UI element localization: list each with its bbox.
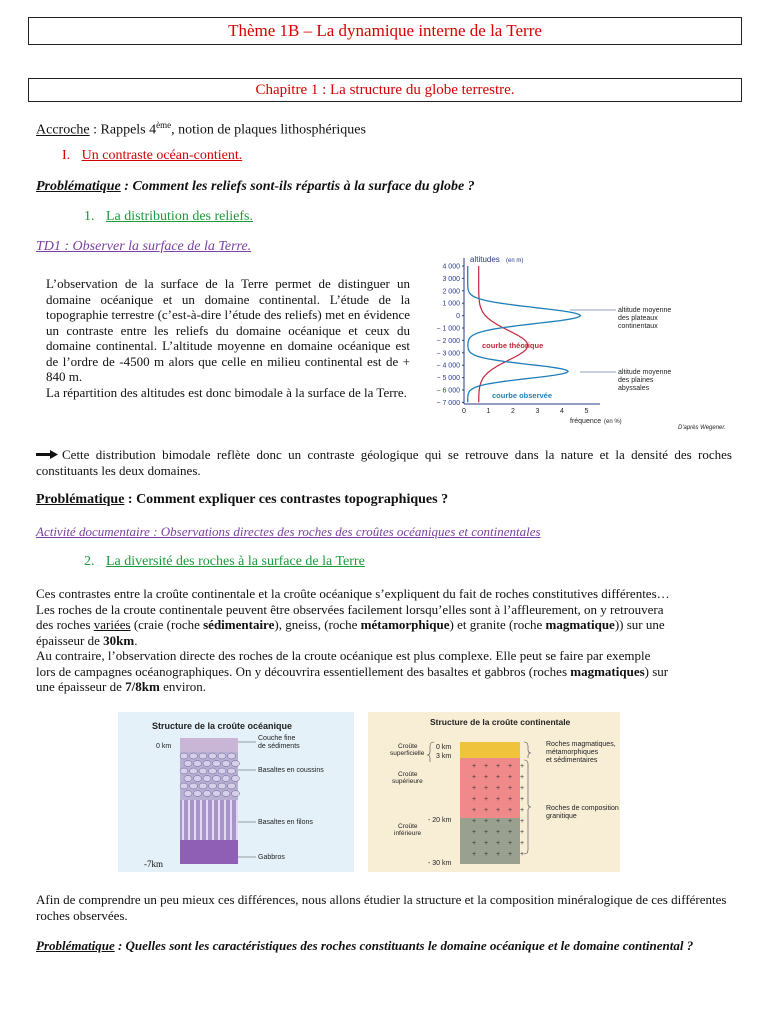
cross-mark: +: [508, 818, 513, 825]
cross-mark: +: [520, 796, 525, 803]
conclusion-text: Cette distribution bimodale reflète donc un contraste géologique qui se retrouve dans la nature et la densité des roches constituants les deux domaines.: [36, 447, 732, 478]
cont-rock-1: Roches magmatiques,: [546, 741, 616, 748]
cont-fig-title: Structure de la croûte continentale: [430, 717, 571, 727]
cross-mark: +: [496, 851, 501, 858]
para3-line3: [36, 617, 736, 633]
subsection-1-heading: [84, 209, 253, 225]
pillow: [213, 761, 221, 767]
section-title: Un contraste océan-contient.: [81, 148, 243, 163]
paragraph-1-text: L’observation de la surface de la Terre permet de distinguer un domaine océanique et un domaine continental. L’étude de la topographie terrestre (c’est-à-dire l’étude des reliefs) met en évidence un contraste entre les reliefs du domaine océanique et ceux du domaine continental. L’altitude moyenne en domaine océanique est de l’ordre de -4500 m alors que celle en milieu continental est de + 840 m.: [46, 276, 410, 384]
y-tick-label: − 2 000: [436, 337, 460, 345]
ocean-dyke-label: Basaltes en filons: [258, 819, 313, 826]
t: ), gneiss, (roche: [274, 617, 361, 632]
pillow: [218, 768, 226, 774]
oceanic-crust-figure: [118, 712, 354, 872]
pillow: [203, 776, 211, 782]
subsection-number: 1.: [84, 209, 95, 224]
subsection-title: La distribution des reliefs.: [106, 209, 253, 224]
theoretical-curve-label: courbe théorique: [482, 341, 544, 350]
arrow-right-icon: [36, 447, 58, 456]
bimodal-conclusion: [36, 447, 732, 478]
problem-text: : Quelles sont les caractéristiques des roches constituants le domaine océanique et le domaine continental ?: [114, 938, 694, 953]
cross-mark: +: [496, 785, 501, 792]
t: des roches: [36, 617, 94, 632]
y-axis-label: altitudes: [470, 255, 500, 264]
cross-mark: +: [484, 763, 489, 770]
y-ticks: [436, 264, 464, 407]
cross-mark: +: [508, 807, 513, 814]
cont-rock-2: métamorphiques: [546, 749, 599, 756]
problem-label: Problématique: [36, 492, 125, 507]
ocean-km7: -7km: [144, 859, 163, 869]
y-tick-label: − 3 000: [436, 350, 460, 358]
problematique-2: [36, 492, 448, 508]
cross-mark: +: [520, 785, 525, 792]
ocean-km0: 0 km: [156, 743, 172, 750]
cont-sup-2: superficielle: [390, 750, 425, 757]
cross-mark: +: [484, 840, 489, 847]
subsection-title: La diversité des roches à la surface de la Terre: [106, 554, 365, 569]
para3-line6: [36, 664, 736, 680]
x-ticks: [462, 408, 589, 415]
annotation-continental-1: altitude moyenne: [618, 307, 672, 314]
pillow: [228, 753, 236, 759]
pillow: [209, 783, 217, 789]
cont-mid-2: supérieure: [392, 778, 423, 785]
annotation-abyssal-1: altitude moyenne: [618, 369, 672, 376]
cross-mark: +: [496, 796, 501, 803]
t: 30km: [103, 632, 135, 648]
pillow: [190, 783, 198, 789]
paragraph-3: [36, 586, 736, 695]
cross-mark: +: [520, 851, 525, 858]
pillow: [203, 791, 211, 797]
cross-mark: +: [472, 840, 477, 847]
x-tick-label: 1: [486, 408, 491, 415]
x-tick-label: 2: [511, 408, 515, 415]
problematique-1: [36, 179, 475, 195]
y-tick-label: 1 000: [442, 300, 460, 308]
x-axis-unit: (en %): [604, 419, 622, 425]
cross-mark: +: [484, 807, 489, 814]
cross-mark: +: [520, 763, 525, 770]
problem-label: Problématique: [36, 938, 115, 953]
pillow: [199, 753, 207, 759]
t: magmatiques: [570, 663, 645, 679]
t: (craie (roche: [130, 617, 204, 632]
y-tick-label: − 5 000: [436, 375, 460, 383]
para3-line7: [36, 679, 736, 695]
cont-km20: - 20 km: [428, 817, 452, 824]
cont-km3: 3 km: [436, 753, 452, 760]
pillow: [184, 791, 192, 797]
pillow: [194, 791, 202, 797]
pillow: [190, 768, 198, 774]
pillow: [232, 791, 240, 797]
problem-text: : Comment les reliefs sont-ils répartis à la surface du globe ?: [120, 179, 475, 194]
t: magmatique: [545, 617, 615, 632]
accroche-text-b: , notion de plaques lithosphériques: [171, 122, 366, 138]
paragraph-2-text: La répartition des altitudes est donc bimodale à la surface de la Terre.: [46, 384, 407, 400]
subsection-number: 2.: [84, 554, 95, 569]
subsection-2-heading: [84, 554, 365, 570]
accroche: [36, 117, 366, 139]
observed-curve: [468, 266, 581, 402]
y-tick-label: − 6 000: [436, 387, 460, 395]
cont-inf-2: inférieure: [394, 830, 422, 837]
pillow: [184, 776, 192, 782]
pillow: [218, 783, 226, 789]
t: variées: [93, 617, 131, 632]
x-tick-label: 5: [584, 408, 589, 415]
pillow: [180, 783, 188, 789]
y-tick-label: 2 000: [442, 288, 460, 296]
annotation-abyssal-3: abyssales: [618, 385, 650, 392]
pillow: [203, 761, 211, 767]
pillow: [194, 776, 202, 782]
y-tick-label: 3 000: [442, 275, 460, 283]
t: ) et granite (roche: [449, 617, 546, 632]
pillow: [190, 753, 198, 759]
pillow: [232, 776, 240, 782]
problematique-3: [36, 938, 736, 954]
pillow: [209, 768, 217, 774]
y-tick-label: 4 000: [442, 263, 460, 271]
pillow: [222, 776, 230, 782]
cross-mark: +: [496, 840, 501, 847]
pillow: [218, 753, 226, 759]
problem-label: Problématique: [36, 179, 121, 194]
paragraph-4: Afin de comprendre un peu mieux ces différences, nous allons étudier la structure et la composition minéralogique de ces différentes roches observées.: [36, 892, 727, 923]
cross-mark: +: [496, 763, 501, 770]
cross-mark: +: [472, 851, 477, 858]
cross-mark: +: [520, 807, 525, 814]
td1-title: TD1 : Observer la surface de la Terre.: [36, 239, 252, 254]
cross-mark: +: [520, 774, 525, 781]
y-tick-label: 0: [456, 313, 460, 321]
para3-line2: Les roches de la croute continentale peuvent être observées facilement lorsqu’elles sont à l’affleurement, on y retrouvera: [36, 601, 664, 617]
cross-mark: +: [484, 796, 489, 803]
cross-mark: +: [508, 785, 513, 792]
ocean-gabbro-label: Gabbros: [258, 854, 285, 861]
altitude-frequency-chart: [420, 252, 730, 432]
cont-rock-3: et sédimentaires: [546, 757, 598, 764]
cont-inf-1: Croûte: [398, 823, 418, 830]
accroche-sup: ème: [156, 120, 172, 130]
y-tick-label: − 7 000: [436, 399, 460, 407]
cross-mark: +: [520, 818, 525, 825]
ocean-sed-label-2: de sédiments: [258, 743, 300, 750]
x-tick-label: 0: [462, 408, 466, 415]
problem-text: : Comment expliquer ces contrastes topographiques ?: [124, 492, 449, 507]
ocean-sed-label-1: Couche fine: [258, 735, 296, 742]
cross-mark: +: [472, 807, 477, 814]
pillow: [199, 783, 207, 789]
continental-crust-figure: [368, 712, 620, 872]
superficial-crust-layer: [460, 742, 520, 758]
cross-mark: +: [472, 818, 477, 825]
cross-mark: +: [484, 774, 489, 781]
t: ) sur: [644, 663, 669, 679]
chapter-title: Chapitre 1 : La structure du globe terrestre.: [255, 82, 515, 98]
cross-mark: +: [484, 785, 489, 792]
pillow: [228, 768, 236, 774]
pillow: [222, 761, 230, 767]
cross-mark: +: [496, 774, 501, 781]
activity-title: Activité documentaire : Observations directes des roches des croûtes océaniques et continentales: [36, 524, 541, 539]
cross-mark: +: [496, 818, 501, 825]
t: )) sur une: [614, 617, 665, 632]
cont-km0: 0 km: [436, 744, 452, 751]
ocean-fig-title: Structure de la croûte océanique: [152, 721, 293, 731]
section-1-heading: [62, 148, 242, 164]
theme-title: Thème 1B – La dynamique interne de la Terre: [228, 21, 542, 40]
cont-sup-1: Croûte: [398, 743, 418, 750]
cross-mark: +: [508, 851, 513, 858]
pillow: [232, 761, 240, 767]
pillow: [180, 753, 188, 759]
x-tick-label: 3: [535, 408, 540, 415]
para3-line1: Ces contrastes entre la croûte continentale et la croûte océanique s’expliquent du fait de roches constitutives différentes…: [36, 586, 670, 601]
sediment-layer: [180, 738, 238, 752]
accroche-label: Accroche: [36, 122, 90, 138]
x-axis-label: fréquence: [570, 418, 602, 425]
cross-mark: +: [472, 774, 477, 781]
graph-source: D'après Wegener.: [678, 425, 726, 431]
cont-rock-4: Roches de composition: [546, 805, 619, 812]
accroche-text: : Rappels 4: [89, 122, 157, 138]
cross-mark: +: [472, 785, 477, 792]
theme-title-box: [28, 17, 742, 45]
pillow: [222, 791, 230, 797]
chapter-title-box: [28, 78, 742, 102]
annotation-continental-2: des plateaux: [618, 315, 658, 322]
pillow: [194, 761, 202, 767]
cross-mark: +: [508, 840, 513, 847]
x-tick-label: 4: [560, 408, 564, 415]
cross-mark: +: [484, 851, 489, 858]
pillow: [180, 768, 188, 774]
annotation-continental-3: continentaux: [618, 323, 658, 330]
para3-line4: [36, 633, 736, 649]
observed-curve-label: courbe observée: [492, 391, 553, 400]
t: sédimentaire: [203, 617, 275, 632]
cross-mark: +: [508, 763, 513, 770]
t: métamorphique: [360, 617, 450, 632]
gabbro-layer: [180, 840, 238, 864]
cross-mark: +: [496, 807, 501, 814]
cross-mark: +: [508, 774, 513, 781]
cross-mark: +: [508, 796, 513, 803]
cont-rock-5: granitique: [546, 813, 577, 820]
cross-mark: +: [472, 763, 477, 770]
t: une épaisseur de: [36, 679, 126, 694]
pillow: [199, 768, 207, 774]
cross-mark: +: [520, 840, 525, 847]
y-tick-label: − 4 000: [436, 362, 460, 370]
pillow: [213, 791, 221, 797]
t: épaisseur de: [36, 632, 104, 648]
section-number: I.: [62, 148, 71, 163]
cross-mark: +: [520, 829, 525, 836]
cross-mark: +: [472, 829, 477, 836]
pillow: [228, 783, 236, 789]
cross-mark: +: [496, 829, 501, 836]
cont-km30: - 30 km: [428, 860, 452, 867]
annotation-abyssal-2: des plaines: [618, 377, 654, 384]
pillow: [184, 761, 192, 767]
t: .: [134, 632, 138, 648]
ocean-pillow-label: Basaltes en coussins: [258, 767, 324, 774]
t: environ.: [159, 679, 207, 694]
y-tick-label: − 1 000: [436, 325, 460, 333]
cross-mark: +: [508, 829, 513, 836]
y-axis-unit: (en m): [506, 258, 524, 264]
pillow: [213, 776, 221, 782]
para3-line5: Au contraire, l’observation directe des roches de la croute océanique est plus complexe. Elle peut se faire par exemple: [36, 648, 651, 663]
cross-mark: +: [484, 829, 489, 836]
pillow: [209, 753, 217, 759]
cont-mid-1: Croûte: [398, 771, 418, 778]
cross-mark: +: [484, 818, 489, 825]
t: 7/8km: [125, 679, 160, 694]
t: lors de campagnes océanographiques. On y découvrira essentiellement des basaltes et gabbros (roches: [36, 663, 571, 679]
cross-mark: +: [472, 796, 477, 803]
paragraph-1: [46, 276, 410, 400]
